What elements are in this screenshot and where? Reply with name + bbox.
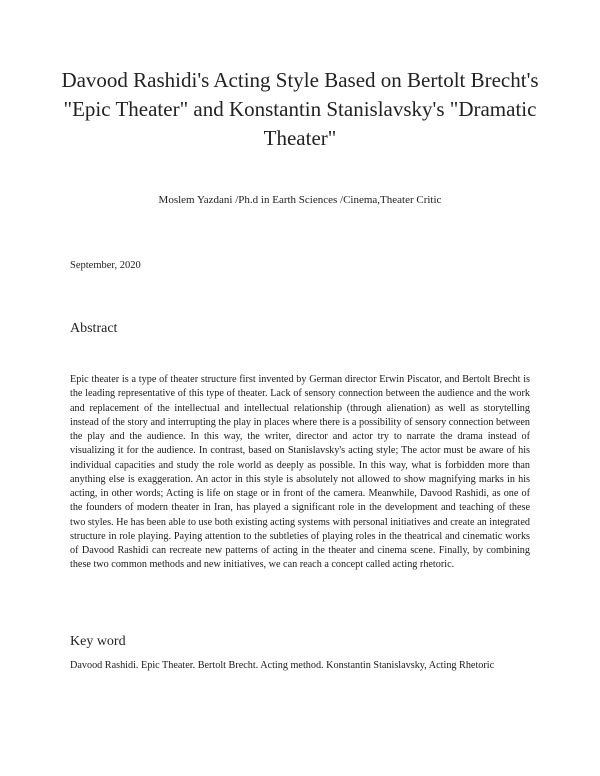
keywords-heading: Key word xyxy=(70,634,126,649)
author-line: Moslem Yazdani /Ph.d in Earth Sciences /Cinema,Theater Critic xyxy=(158,194,442,206)
abstract-body: Epic theater is a type of theater structure first invented by German director Erwin Piscator, and Bertolt Brecht is the leading representative of this type of theater. Lack of sensory connection between the audience and the work and replacement of the intellectual and intellectual relationship (through alienation) as well as storytelling instead of the story and interrupting the play in places where there is a possibility of sensory connection between the play and the audience. In this way, the writer, director and actor try to narrate the drama instead of visualizing it for the audience. In contrast, based on Stanislavsky's acting style; The actor must be aware of his individual capacities and study the role world as deeply as possible. In this way, what is forbidden more than anything else is exaggeration. An actor in this style is absolutely not allowed to show magnifying marks in his acting, in other words; Acting is life on stage or in front of the camera. Meanwhile, Davood Rashidi, as one of the founders of modern theater in Iran, has played a significant role in the development and teaching of these two styles. He has been able to use both existing acting systems with personal initiatives and create an integrated structure in role playing. Paying attention to the subtleties of playing roles in the theatrical and cinematic works of Davood Rashidi can recreate new patterns of acting in the theater and cinema scene. Finally, by combining these two common methods and new initiatives, we can reach a concept called acting rhetoric. xyxy=(70,374,530,571)
paper-title: Davood Rashidi's Acting Style Based on Bertolt Brecht's "Epic Theater" and Konstantin Stanislavsky's "Dramatic Theater" xyxy=(61,68,539,150)
publication-date: September, 2020 xyxy=(70,260,141,271)
abstract-heading: Abstract xyxy=(70,321,118,336)
keywords-body: Davood Rashidi. Epic Theater. Bertolt Brecht. Acting method. Konstantin Stanislavsky, Acting Rhetoric xyxy=(70,660,495,671)
